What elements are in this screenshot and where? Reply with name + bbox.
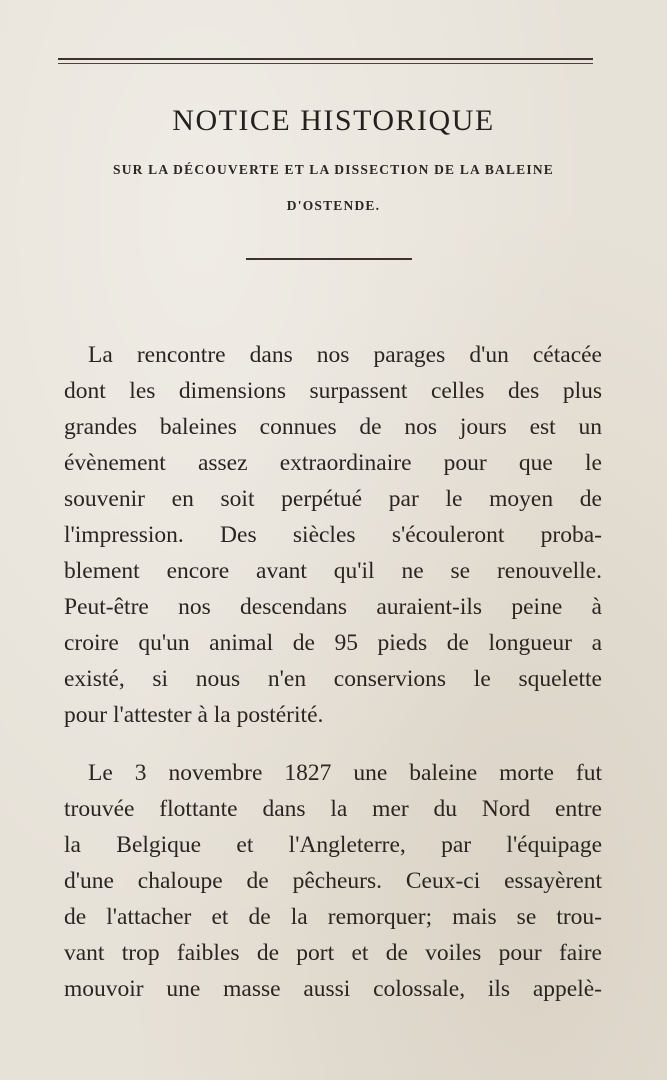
subtitle-line-1: SUR LA DÉCOUVERTE ET LA DISSECTION DE LA BALEINE	[113, 162, 554, 177]
text-line: évènement assez extraordinaire pour que le	[64, 450, 602, 476]
text-line: Peut-être nos descendans auraient-ils peine à	[64, 594, 602, 620]
rule-line-thick	[58, 58, 593, 60]
text-line: de l'attacher et de la remorquer; mais se trou-	[64, 904, 602, 930]
text-line: la Belgique et l'Angleterre, par l'équipage	[64, 832, 602, 858]
page-title: NOTICE HISTORIQUE	[172, 104, 495, 137]
text-line: l'impression. Des siècles s'écouleront proba-	[64, 522, 602, 548]
text-line: pour l'attester à la postérité.	[64, 702, 324, 728]
text-line: souvenir en soit perpétué par le moyen de	[64, 486, 602, 512]
rule-line-thin	[58, 63, 593, 64]
text-line: blement encore avant qu'il ne se renouvelle.	[64, 558, 602, 584]
text-line: dont les dimensions surpassent celles des plus	[64, 378, 602, 404]
text-line: mouvoir une masse aussi colossale, ils appelè-	[64, 976, 602, 1002]
section-divider	[246, 258, 412, 260]
text-line: vant trop faibles de port et de voiles pour faire	[64, 940, 602, 966]
text-line: croire qu'un animal de 95 pieds de longueur a	[64, 630, 602, 656]
subtitle-line-2: D'OSTENDE.	[286, 198, 381, 213]
text-line: Le 3 novembre 1827 une baleine morte fut	[88, 760, 602, 786]
text-line: d'une chaloupe de pêcheurs. Ceux-ci essayèrent	[64, 868, 602, 894]
text-line: trouvée flottante dans la mer du Nord entre	[64, 796, 602, 822]
top-double-rule	[58, 58, 593, 66]
text-line: La rencontre dans nos parages d'un cétacée	[88, 342, 602, 368]
text-line: existé, si nous n'en conservions le squelette	[64, 666, 602, 692]
text-line: grandes baleines connues de nos jours est un	[64, 414, 602, 440]
